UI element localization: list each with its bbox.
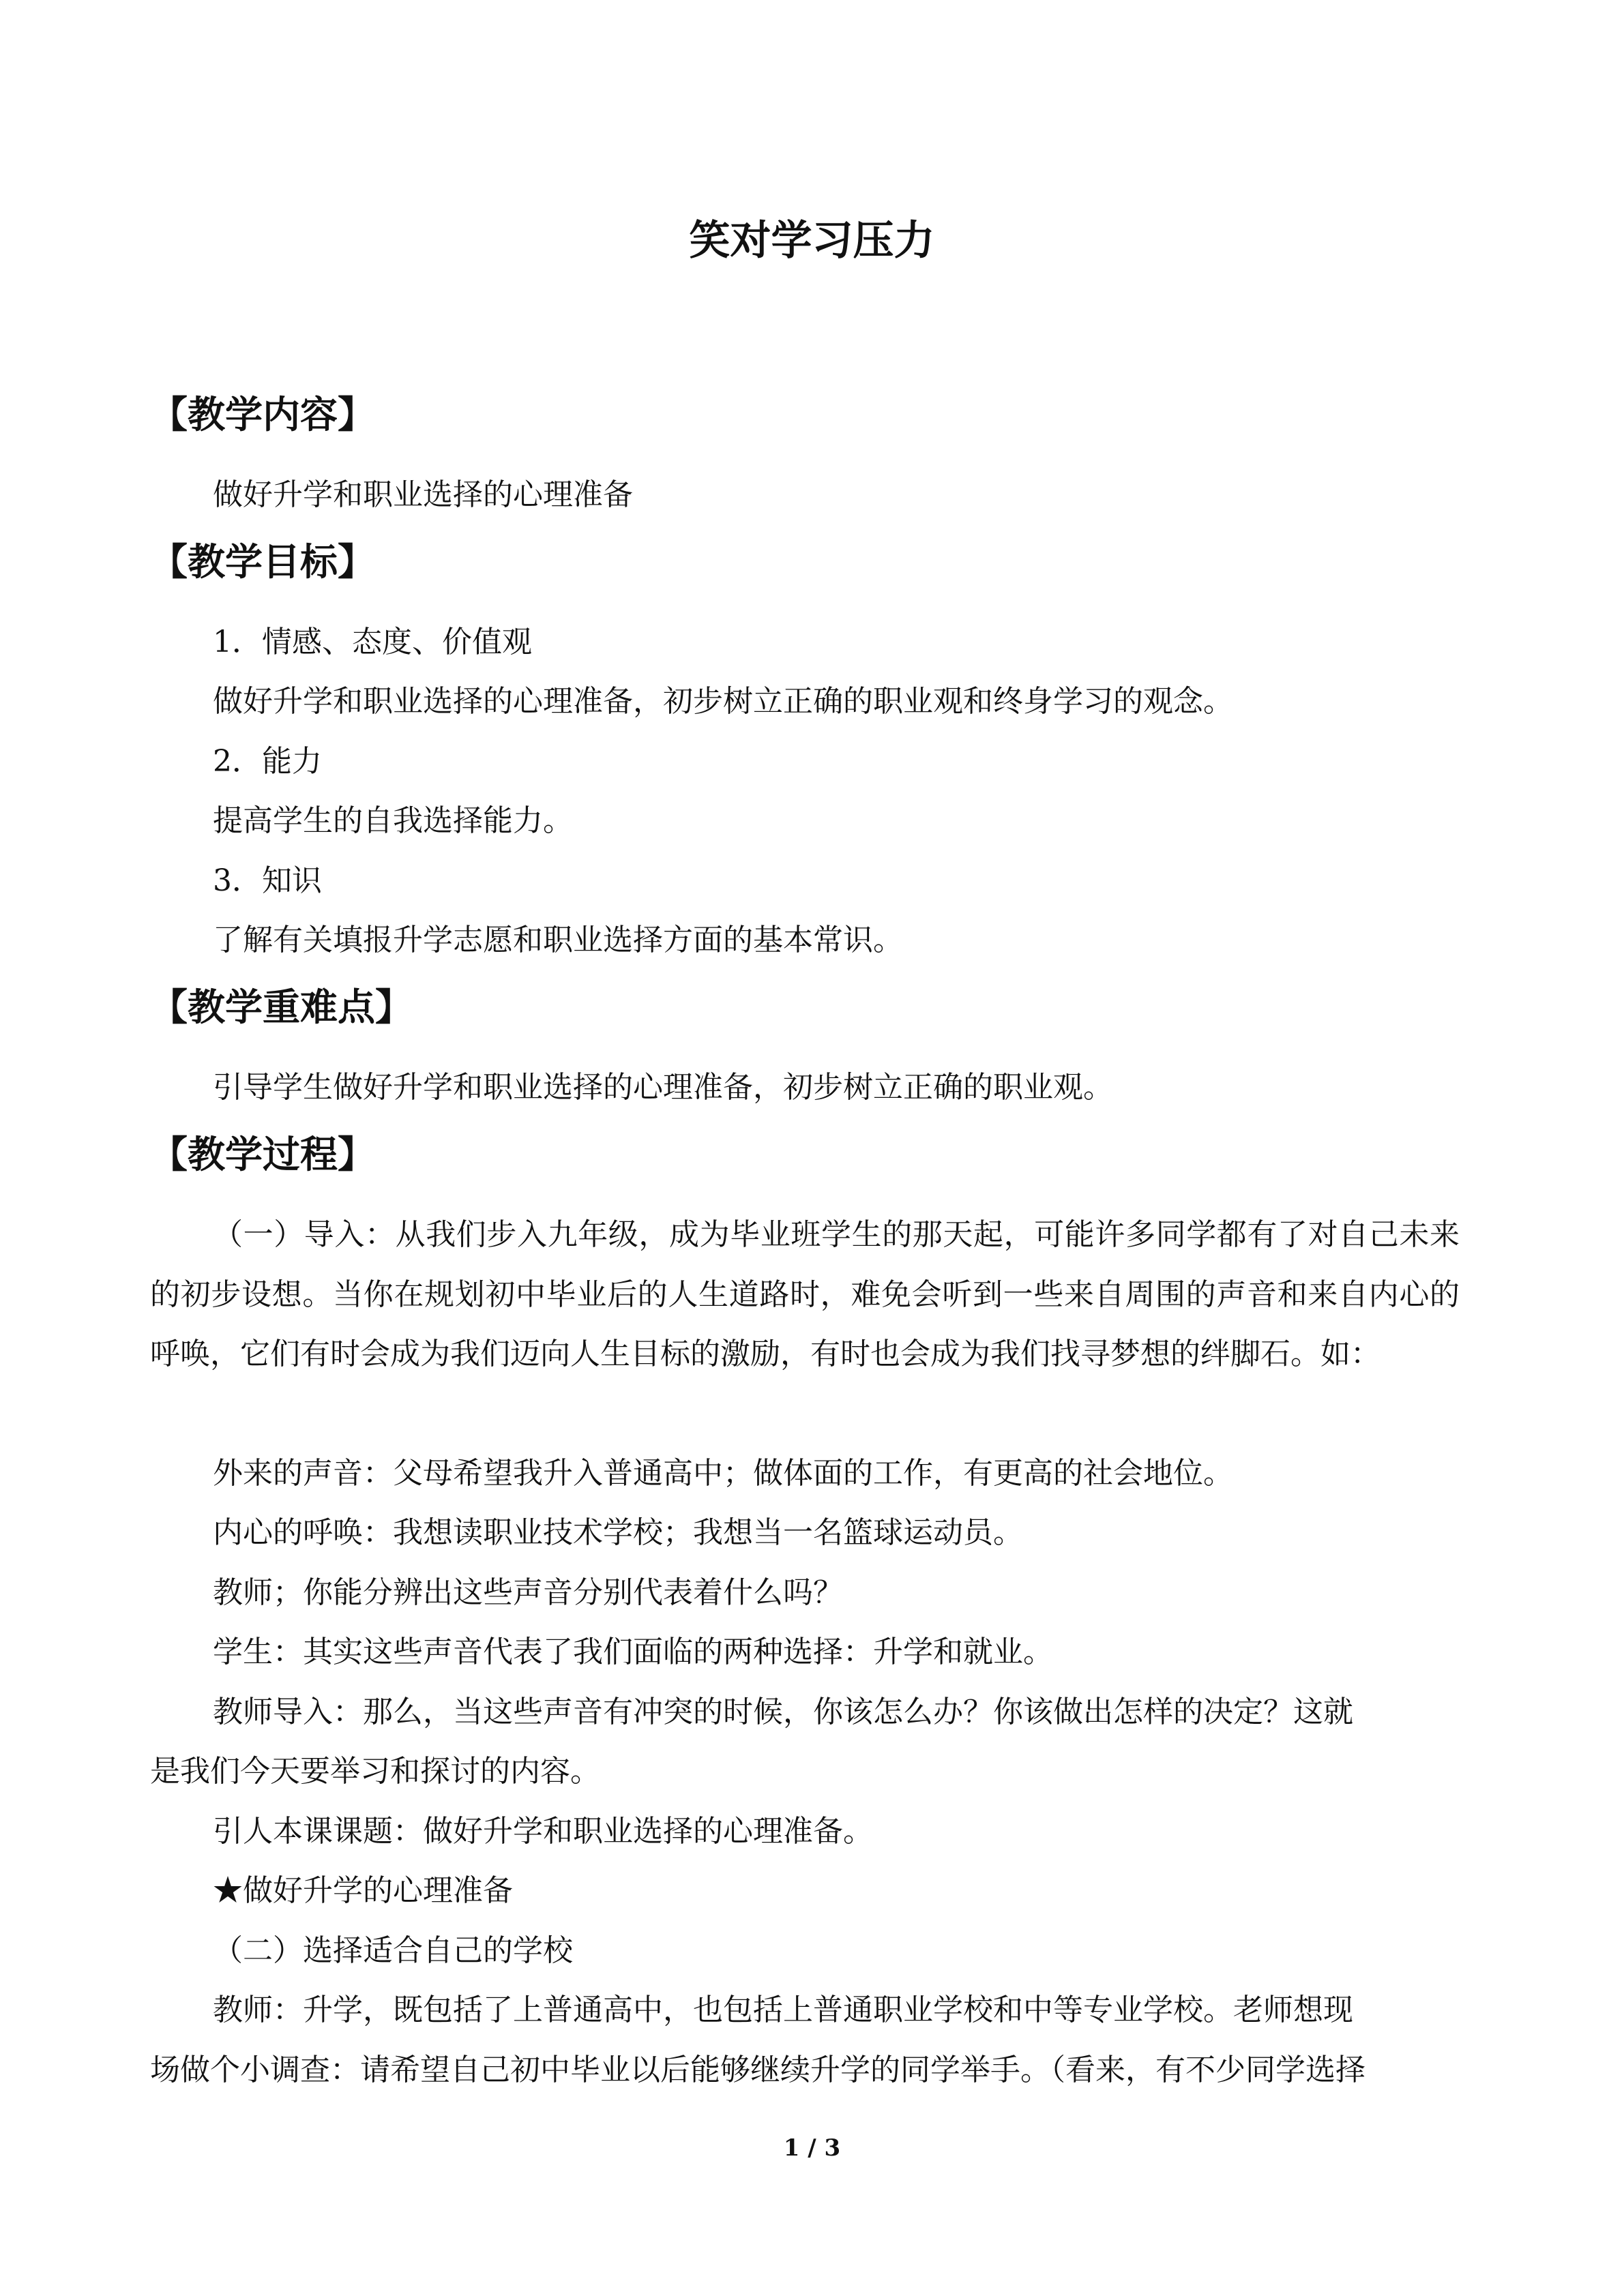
key-points-text: 引导学生做好升学和职业选择的心理准备，初步树立正确的职业观。 bbox=[213, 1070, 1113, 1105]
goal-item-3-text: 了解有关填报升学志愿和职业选择方面的基本常识。 bbox=[213, 923, 903, 957]
teacher-survey-line-1: 教师：升学，既包括了上普通高中，也包括上普通职业学校和中等专业学校。老师想现 bbox=[213, 1993, 1353, 2027]
process-intro-paragraph: （一）导入：从我们步入九年级，成为毕业班学生的那天起，可能许多同学都有了对自己未来的初步设想。当你在规划初中毕业后的人生道路时，难免会听到一些来自周围的声音和来自内心的呼唤，它们有时会成为我们迈向人生目标的激励，有时也会成为我们找寻梦想的绊脚石。如： bbox=[150, 1217, 1460, 1371]
teacher-intro-line-2: 是我们今天要举习和探讨的内容。 bbox=[150, 1754, 600, 1789]
star-item-line: ★做好升学的心理准备 bbox=[213, 1873, 513, 1908]
teacher-survey-line-2: 场做个小调查：请希望自己初中毕业以后能够继续升学的同学举手。（看来，有不少同学选择 bbox=[150, 2053, 1365, 2087]
outer-voice-line: 外来的声音：父母希望我升入普通高中；做体面的工作，有更高的社会地位。 bbox=[213, 1456, 1233, 1491]
heading-key-points: 【教学重难点】 bbox=[150, 985, 413, 1029]
goal-item-2-title: 2．能力 bbox=[213, 744, 322, 779]
page-title: 笑对学习压力 bbox=[689, 217, 935, 265]
teacher-intro-line-1: 教师导入：那么，当这些声音有冲突的时候，你该怎么办？你该做出怎样的决定？这就 bbox=[213, 1695, 1353, 1729]
lesson-topic-line: 引人本课课题：做好升学和职业选择的心理准备。 bbox=[213, 1814, 873, 1849]
page-number: 1 / 3 bbox=[783, 2134, 841, 2162]
teacher-question-line: 教师；你能分辨出这些声音分别代表着什么吗？ bbox=[213, 1575, 843, 1610]
goal-item-3-title: 3．知识 bbox=[213, 863, 322, 898]
inner-voice-line: 内心的呼唤：我想读职业技术学校；我想当一名篮球运动员。 bbox=[213, 1515, 1023, 1550]
heading-goals: 【教学目标】 bbox=[150, 540, 376, 584]
student-answer-line: 学生：其实这些声音代表了我们面临的两种选择：升学和就业。 bbox=[213, 1635, 1053, 1669]
goal-item-1-title: 1．情感、态度、价值观 bbox=[213, 625, 532, 659]
goal-item-2-text: 提高学生的自我选择能力。 bbox=[213, 803, 573, 838]
goal-item-1-text: 做好升学和职业选择的心理准备，初步树立正确的职业观和终身学习的观念。 bbox=[213, 684, 1233, 719]
content-text: 做好升学和职业选择的心理准备 bbox=[213, 477, 633, 512]
section-2-title: （二）选择适合自己的学校 bbox=[213, 1933, 573, 1968]
heading-content: 【教学内容】 bbox=[150, 393, 376, 436]
heading-process: 【教学过程】 bbox=[150, 1133, 376, 1176]
